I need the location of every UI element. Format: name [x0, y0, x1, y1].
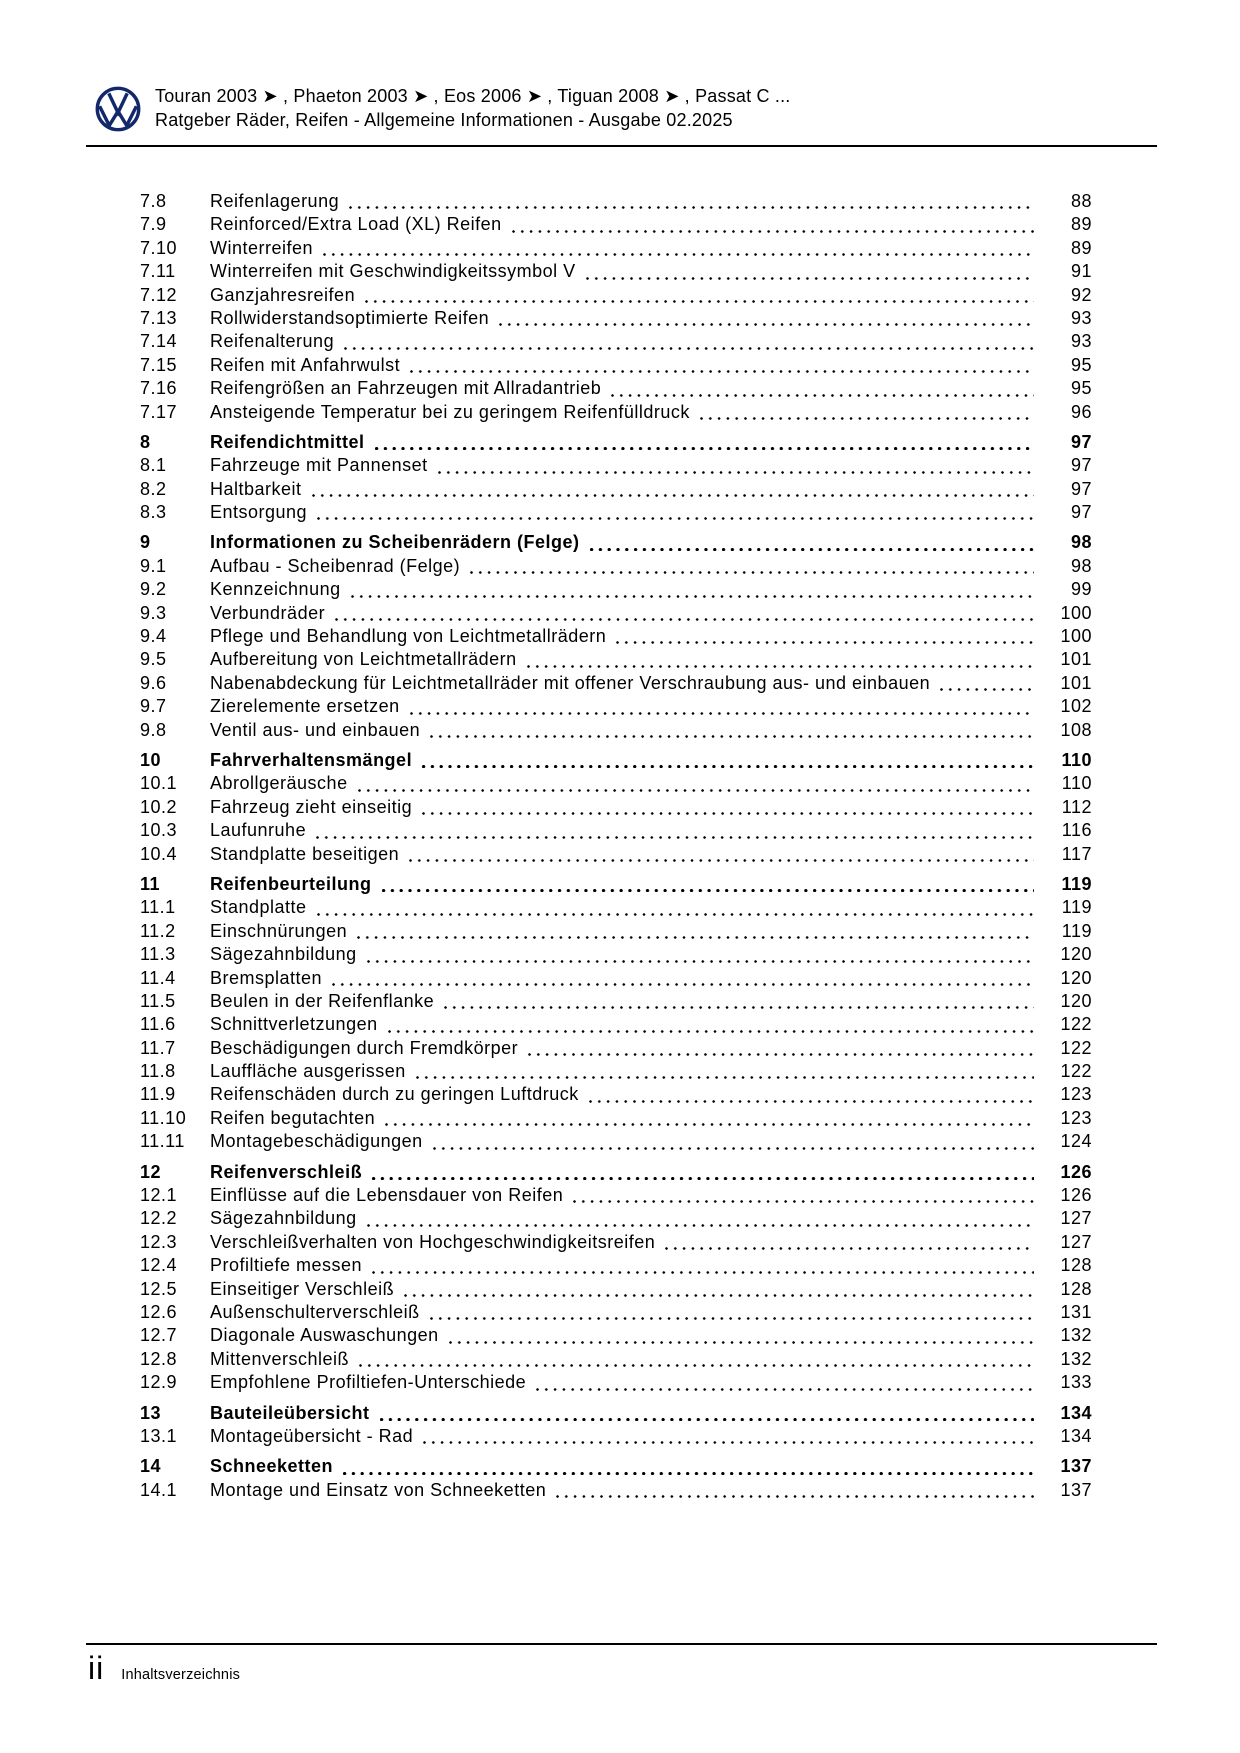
toc-entry-number: 9.5 [140, 649, 167, 670]
header-document-title: Ratgeber Räder, Reifen - Allgemeine Informationen - Ausgabe 02.2025 [155, 110, 733, 130]
toc-row [140, 843, 1092, 866]
toc-entry-page: 97 [1070, 455, 1092, 476]
toc-entry-title: Beschädigungen durch Fremdkörper [210, 1037, 519, 1058]
toc-entry-page: 133 [1060, 1372, 1092, 1393]
toc-entry-title: Standplatte [210, 897, 307, 918]
toc-row [140, 819, 1092, 842]
toc-entry-number: 9.1 [140, 555, 167, 576]
dot-leader [359, 1364, 1034, 1367]
toc-entry-number: 12.2 [140, 1208, 178, 1229]
toc-entry-title: Haltbarkeit [210, 478, 302, 499]
toc-entry-page: 131 [1060, 1301, 1092, 1322]
header-text-block [155, 84, 791, 132]
toc-entry-title: Fahrzeug zieht einseitig [210, 796, 413, 817]
toc-entry-title: Sägezahnbildung [210, 1208, 357, 1229]
toc-entry-title: Ansteigende Temperatur bei zu geringem Reifenfülldruck [210, 401, 690, 422]
toc-entry-title: Montagebeschädigungen [210, 1131, 423, 1152]
dot-leader [323, 253, 1034, 256]
toc-entry-title: Empfohlene Profiltiefen-Unterschiede [210, 1372, 527, 1393]
dot-leader [556, 1495, 1034, 1498]
toc-entry-number: 9.6 [140, 672, 167, 693]
toc-entry-number: 9.7 [140, 696, 167, 717]
toc-entry-page: 116 [1061, 820, 1092, 841]
toc-entry-page: 120 [1060, 990, 1092, 1011]
toc-entry-page: 101 [1060, 672, 1092, 693]
toc-row [140, 1013, 1092, 1036]
toc-entry-number: 11.2 [140, 920, 176, 941]
toc-row [140, 307, 1092, 330]
dot-leader [385, 1123, 1034, 1126]
toc-entry-number: 7.14 [140, 331, 178, 352]
toc-row [140, 1455, 1092, 1478]
toc-entry-number: 9.3 [140, 602, 167, 623]
toc-row [140, 1207, 1092, 1230]
toc-entry-number: 11.4 [140, 967, 176, 988]
toc-row [140, 237, 1092, 260]
dot-leader [410, 712, 1034, 715]
toc-entry-page: 127 [1060, 1231, 1092, 1252]
toc-entry-number: 10.3 [140, 820, 178, 841]
toc-entry-number: 11.5 [140, 990, 176, 1011]
toc-entry-page: 122 [1060, 1037, 1092, 1058]
toc-entry-page: 98 [1070, 555, 1092, 576]
dot-leader [349, 206, 1034, 209]
toc-entry-number: 11.9 [140, 1084, 176, 1105]
toc-entry-page: 89 [1070, 214, 1092, 235]
dot-leader [700, 417, 1034, 420]
toc-entry-number: 11.8 [140, 1061, 176, 1082]
toc-entry-page: 119 [1061, 920, 1092, 941]
toc-entry-page: 123 [1060, 1107, 1092, 1128]
toc-row [140, 1301, 1092, 1324]
dot-leader [316, 836, 1034, 839]
toc-row [140, 1184, 1092, 1207]
toc-row [140, 260, 1092, 283]
toc-row [140, 578, 1092, 601]
toc-entry-number: 12 [140, 1161, 162, 1182]
toc-entry-number: 14 [140, 1456, 162, 1477]
toc-entry-number: 12.1 [140, 1185, 178, 1206]
toc-row [140, 990, 1092, 1013]
dot-leader [375, 447, 1034, 450]
toc-entry-title: Reifenverschleiß [210, 1161, 363, 1182]
toc-entry-number: 7.16 [140, 378, 178, 399]
toc-entry-number: 10.4 [140, 843, 178, 864]
toc-entry-title: Reifenalterung [210, 331, 335, 352]
toc-row [140, 330, 1092, 353]
toc-entry-page: 110 [1061, 749, 1092, 770]
toc-row [140, 354, 1092, 377]
toc-entry-title: Bauteileübersicht [210, 1402, 370, 1423]
toc-row [140, 896, 1092, 919]
toc-entry-number: 12.9 [140, 1372, 178, 1393]
footer-section-label: Inhaltsverzeichnis [121, 1667, 241, 1683]
dot-leader [444, 1006, 1034, 1009]
toc-entry-number: 11.1 [140, 897, 176, 918]
toc-entry-page: 102 [1060, 696, 1092, 717]
dot-leader [430, 1317, 1034, 1320]
dot-leader [438, 471, 1034, 474]
toc-entry-title: Mittenverschleiß [210, 1348, 350, 1369]
toc-entry-page: 120 [1060, 967, 1092, 988]
toc-row [140, 1425, 1092, 1448]
toc-entry-number: 7.12 [140, 284, 178, 305]
toc-entry-number: 10.1 [140, 773, 178, 794]
toc-entry-title: Abrollgeräusche [210, 773, 348, 794]
toc-entry-number: 10 [140, 749, 162, 770]
dot-leader [665, 1247, 1034, 1250]
toc-entry-number: 11 [140, 873, 161, 894]
toc-entry-number: 12.5 [140, 1278, 178, 1299]
toc-row [140, 602, 1092, 625]
dot-leader [528, 1053, 1034, 1056]
toc-entry-page: 119 [1061, 897, 1092, 918]
toc-entry-number: 12.6 [140, 1301, 178, 1322]
toc-entry-page: 122 [1060, 1061, 1092, 1082]
toc-entry-number: 7.11 [140, 261, 176, 282]
toc-entry-title: Profiltiefe messen [210, 1255, 363, 1276]
toc-entry-page: 93 [1070, 307, 1092, 328]
toc-entry-page: 126 [1060, 1161, 1092, 1182]
toc-entry-page: 108 [1060, 719, 1092, 740]
dot-leader [589, 1100, 1034, 1103]
toc-row [140, 531, 1092, 554]
toc-entry-title: Fahrverhaltensmängel [210, 749, 413, 770]
toc-entry-page: 132 [1060, 1348, 1092, 1369]
dot-leader [449, 1341, 1034, 1344]
header-rule [86, 145, 1157, 147]
toc-row [140, 1278, 1092, 1301]
toc-entry-page: 100 [1060, 626, 1092, 647]
dot-leader [357, 936, 1034, 939]
toc-entry-number: 14.1 [140, 1479, 178, 1500]
dot-leader [430, 735, 1034, 738]
toc-entry-title: Nabenabdeckung für Leichtmetallräder mit offener Verschraubung aus- und einbauen [210, 672, 931, 693]
toc-entry-page: 95 [1070, 378, 1092, 399]
toc-entry-page: 126 [1060, 1185, 1092, 1206]
toc-entry-title: Winterreifen mit Geschwindigkeitssymbol V [210, 261, 576, 282]
toc-row [140, 1231, 1092, 1254]
toc-row [140, 1348, 1092, 1371]
dot-leader [536, 1388, 1034, 1391]
toc-entry-title: Reifendichtmittel [210, 431, 365, 452]
toc-entry-page: 137 [1060, 1479, 1092, 1500]
toc-entry-number: 7.13 [140, 307, 178, 328]
toc-entry-number: 9.8 [140, 719, 167, 740]
toc-row [140, 625, 1092, 648]
toc-row [140, 695, 1092, 718]
dot-leader [409, 859, 1034, 862]
dot-leader [372, 1271, 1034, 1274]
toc-entry-title: Fahrzeuge mit Pannenset [210, 455, 428, 476]
toc-entry-page: 120 [1060, 944, 1092, 965]
toc-entry-title: Einschnürungen [210, 920, 348, 941]
toc-entry-page: 96 [1070, 401, 1092, 422]
dot-leader [611, 394, 1034, 397]
toc-entry-number: 9 [140, 532, 151, 553]
footer-rule [86, 1643, 1157, 1645]
toc-entry-number: 7.10 [140, 237, 178, 258]
dot-leader [351, 595, 1034, 598]
toc-row [140, 501, 1092, 524]
toc-row [140, 190, 1092, 213]
dot-leader [358, 789, 1034, 792]
toc-row [140, 431, 1092, 454]
toc-entry-title: Reifengrößen an Fahrzeugen mit Allradantrieb [210, 378, 602, 399]
toc-entry-page: 110 [1061, 773, 1092, 794]
toc-row [140, 796, 1092, 819]
toc-row [140, 920, 1092, 943]
toc-entry-title: Informationen zu Scheibenrädern (Felge) [210, 532, 580, 553]
dot-leader [317, 913, 1034, 916]
header-models-line: Touran 2003 ➤ , Phaeton 2003 ➤ , Eos 2006 ➤ , Tiguan 2008 ➤ , Passat C ... [155, 86, 791, 106]
dot-leader [433, 1147, 1034, 1150]
toc-entry-page: 122 [1060, 1014, 1092, 1035]
dot-leader [382, 889, 1034, 892]
toc-entry-title: Aufbereitung von Leichtmetallrädern [210, 649, 517, 670]
dot-leader [380, 1418, 1034, 1421]
toc-entry-number: 8 [140, 431, 151, 452]
toc-entry-title: Pflege und Behandlung von Leichtmetallrädern [210, 626, 607, 647]
toc-entry-number: 10.2 [140, 796, 178, 817]
dot-leader [586, 277, 1034, 280]
toc-entry-page: 99 [1070, 579, 1092, 600]
toc-entry-page: 134 [1060, 1402, 1092, 1423]
dot-leader [423, 1441, 1034, 1444]
toc-row [140, 873, 1092, 896]
toc-row [140, 1107, 1092, 1130]
dot-leader [527, 665, 1034, 668]
toc-entry-number: 11.11 [140, 1131, 185, 1152]
toc-entry-title: Montageübersicht - Rad [210, 1425, 414, 1446]
toc-row [140, 1324, 1092, 1347]
vw-logo-icon [95, 86, 141, 132]
toc-entry-title: Reinforced/Extra Load (XL) Reifen [210, 214, 502, 235]
toc-row [140, 1037, 1092, 1060]
toc-entry-page: 117 [1061, 843, 1092, 864]
toc-entry-page: 119 [1061, 873, 1092, 894]
toc-entry-page: 97 [1070, 478, 1092, 499]
toc-entry-title: Standplatte beseitigen [210, 843, 400, 864]
toc-entry-title: Schnittverletzungen [210, 1014, 378, 1035]
toc-entry-page: 127 [1060, 1208, 1092, 1229]
page-header [0, 0, 1240, 132]
toc-row [140, 1254, 1092, 1277]
toc-entry-page: 100 [1060, 602, 1092, 623]
toc-entry-page: 112 [1061, 796, 1092, 817]
dot-leader [470, 571, 1034, 574]
footer-page-number: ii [88, 1650, 105, 1686]
toc-entry-title: Entsorgung [210, 502, 308, 523]
toc-entry-number: 13 [140, 1402, 162, 1423]
dot-leader [317, 517, 1034, 520]
toc-entry-page: 91 [1070, 261, 1092, 282]
toc-entry-number: 9.4 [140, 626, 167, 647]
toc-row [140, 478, 1092, 501]
dot-leader [416, 1076, 1034, 1079]
toc-entry-number: 13.1 [140, 1425, 178, 1446]
toc-entry-page: 124 [1060, 1131, 1092, 1152]
toc-row [140, 213, 1092, 236]
toc-entry-number: 8.2 [140, 478, 167, 499]
toc-entry-page: 92 [1070, 284, 1092, 305]
toc-entry-number: 9.2 [140, 579, 167, 600]
dot-leader [573, 1200, 1034, 1203]
toc-entry-title: Schneeketten [210, 1456, 334, 1477]
toc-row [140, 749, 1092, 772]
toc-entry-page: 128 [1060, 1255, 1092, 1276]
toc-entry-number: 12.8 [140, 1348, 178, 1369]
toc-entry-number: 7.9 [140, 214, 167, 235]
toc-row [140, 672, 1092, 695]
table-of-contents [140, 190, 1092, 1502]
toc-entry-title: Laufunruhe [210, 820, 307, 841]
toc-entry-number: 12.4 [140, 1255, 178, 1276]
toc-entry-title: Zierelemente ersetzen [210, 696, 400, 717]
toc-row [140, 648, 1092, 671]
dot-leader [343, 1472, 1034, 1475]
dot-leader [365, 300, 1034, 303]
toc-entry-number: 7.17 [140, 401, 178, 422]
toc-entry-title: Reifenlagerung [210, 191, 340, 211]
toc-entry-page: 95 [1070, 354, 1092, 375]
toc-entry-title: Rollwiderstandsoptimierte Reifen [210, 307, 490, 328]
toc-entry-page: 101 [1060, 649, 1092, 670]
toc-entry-title: Einseitiger Verschleiß [210, 1278, 395, 1299]
toc-entry-number: 11.7 [140, 1037, 176, 1058]
dot-leader [372, 1177, 1034, 1180]
dot-leader [422, 812, 1034, 815]
toc-row [140, 1371, 1092, 1394]
toc-entry-title: Lauffläche ausgerissen [210, 1061, 406, 1082]
dot-leader [940, 688, 1034, 691]
toc-entry-page: 88 [1070, 191, 1092, 211]
toc-entry-title: Diagonale Auswaschungen [210, 1325, 439, 1346]
toc-entry-number: 12.7 [140, 1325, 178, 1346]
toc-entry-title: Sägezahnbildung [210, 944, 357, 965]
toc-entry-number: 7.15 [140, 354, 178, 375]
toc-entry-title: Verschleißverhalten von Hochgeschwindigkeitsreifen [210, 1231, 656, 1252]
toc-entry-title: Außenschulterverschleiß [210, 1301, 420, 1322]
toc-entry-title: Reifenschäden durch zu geringen Luftdruck [210, 1084, 579, 1105]
toc-entry-number: 7.8 [140, 191, 167, 211]
toc-row [140, 1130, 1092, 1153]
toc-entry-title: Reifen mit Anfahrwulst [210, 354, 401, 375]
toc-entry-title: Aufbau - Scheibenrad (Felge) [210, 555, 461, 576]
dot-leader [499, 323, 1034, 326]
toc-row [140, 719, 1092, 742]
dot-leader [616, 641, 1034, 644]
toc-row [140, 377, 1092, 400]
dot-leader [388, 1030, 1034, 1033]
toc-entry-title: Winterreifen [210, 237, 314, 258]
toc-row [140, 401, 1092, 424]
dot-leader [590, 548, 1034, 551]
toc-entry-title: Bremsplatten [210, 967, 323, 988]
dot-leader [312, 494, 1034, 497]
toc-entry-number: 11.3 [140, 944, 176, 965]
toc-row [140, 967, 1092, 990]
dot-leader [335, 618, 1034, 621]
dot-leader [404, 1294, 1034, 1297]
toc-row [140, 555, 1092, 578]
toc-row [140, 1479, 1092, 1502]
dot-leader [422, 765, 1034, 768]
toc-row [140, 943, 1092, 966]
toc-entry-number: 12.3 [140, 1231, 178, 1252]
toc-entry-page: 128 [1060, 1278, 1092, 1299]
toc-row [140, 1161, 1092, 1184]
toc-entry-title: Kennzeichnung [210, 579, 341, 600]
toc-entry-page: 132 [1060, 1325, 1092, 1346]
page-footer [88, 1650, 240, 1686]
toc-entry-title: Reifenbeurteilung [210, 873, 372, 894]
toc-row [140, 1402, 1092, 1425]
toc-row [140, 1083, 1092, 1106]
toc-entry-page: 97 [1070, 502, 1092, 523]
toc-entry-page: 137 [1060, 1456, 1092, 1477]
toc-entry-number: 8.1 [140, 455, 167, 476]
toc-entry-title: Beulen in der Reifenflanke [210, 990, 435, 1011]
toc-entry-number: 8.3 [140, 502, 167, 523]
toc-entry-title: Einflüsse auf die Lebensdauer von Reifen [210, 1185, 564, 1206]
toc-row [140, 1060, 1092, 1083]
toc-entry-page: 93 [1070, 331, 1092, 352]
dot-leader [367, 960, 1034, 963]
toc-entry-page: 98 [1070, 532, 1092, 553]
dot-leader [344, 347, 1034, 350]
dot-leader [367, 1224, 1034, 1227]
toc-entry-number: 11.6 [140, 1014, 176, 1035]
toc-row [140, 772, 1092, 795]
toc-entry-title: Reifen begutachten [210, 1107, 376, 1128]
toc-entry-title: Ventil aus- und einbauen [210, 719, 421, 740]
toc-row [140, 454, 1092, 477]
toc-row [140, 284, 1092, 307]
dot-leader [332, 983, 1034, 986]
toc-entry-number: 11.10 [140, 1107, 187, 1128]
dot-leader [512, 230, 1034, 233]
toc-entry-page: 89 [1070, 237, 1092, 258]
toc-entry-page: 134 [1060, 1425, 1092, 1446]
toc-entry-page: 97 [1070, 431, 1092, 452]
toc-entry-title: Montage und Einsatz von Schneeketten [210, 1479, 547, 1500]
toc-entry-page: 123 [1060, 1084, 1092, 1105]
toc-entry-title: Verbundräder [210, 602, 326, 623]
dot-leader [410, 370, 1034, 373]
toc-entry-title: Ganzjahresreifen [210, 284, 356, 305]
